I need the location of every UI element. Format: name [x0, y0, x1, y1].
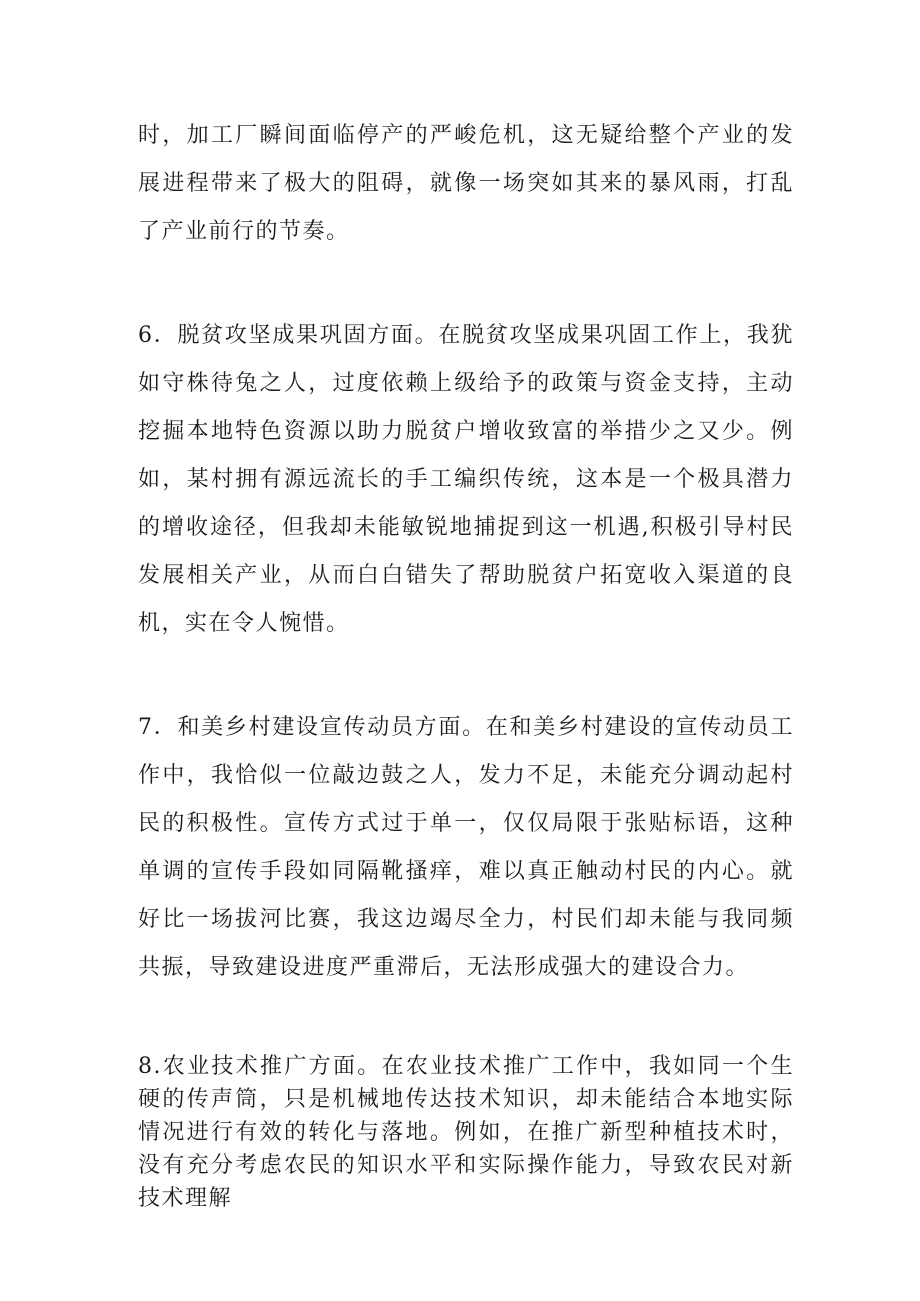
paragraph-item-6: 6．脱贫攻坚成果巩固方面。在脱贫攻坚成果巩固工作上，我犹如守株待兔之人，过度依赖上级给予的政策与资金支持，主动挖掘本地特色资源以助力脱贫户增收致富的举措少之又少。例如，某村拥有源远流长的手工编织传统，这本是一个极具潜力的增收途径，但我却未能敏锐地捕捉到这一机遇,积极引导村民发展相关产业，从而白白错失了帮助脱贫户拓宽收入渠道的良机，实在令人惋惜。 [138, 323, 794, 636]
paragraph-continuation: 时，加工厂瞬间面临停产的严峻危机，这无疑给整个产业的发展进程带来了极大的阻碍，就像一场突如其来的暴风雨，打乱了产业前行的节奏。 [138, 123, 794, 244]
document-body [138, 112, 794, 1215]
paragraph-item-8: 8.农业技术推广方面。在农业技术推广工作中，我如同一个生硬的传声筒，只是机械地传达技术知识，却未能结合本地实际情况进行有效的转化与落地。例如，在推广新型种植技术时，没有充分考虑农民的知识水平和实际操作能力，导致农民对新技术理解 [138, 1054, 794, 1211]
paragraph-item-7: 7．和美乡村建设宣传动员方面。在和美乡村建设的宣传动员工作中，我恰似一位敲边鼓之人，发力不足，未能充分调动起村民的积极性。宣传方式过于单一，仅仅局限于张贴标语，这种单调的宣传手段如同隔靴搔痒，难以真正触动村民的内心。就好比一场拔河比赛，我这边竭尽全力，村民们却未能与我同频共振，导致建设进度严重滞后，无法形成强大的建设合力。 [138, 715, 794, 980]
